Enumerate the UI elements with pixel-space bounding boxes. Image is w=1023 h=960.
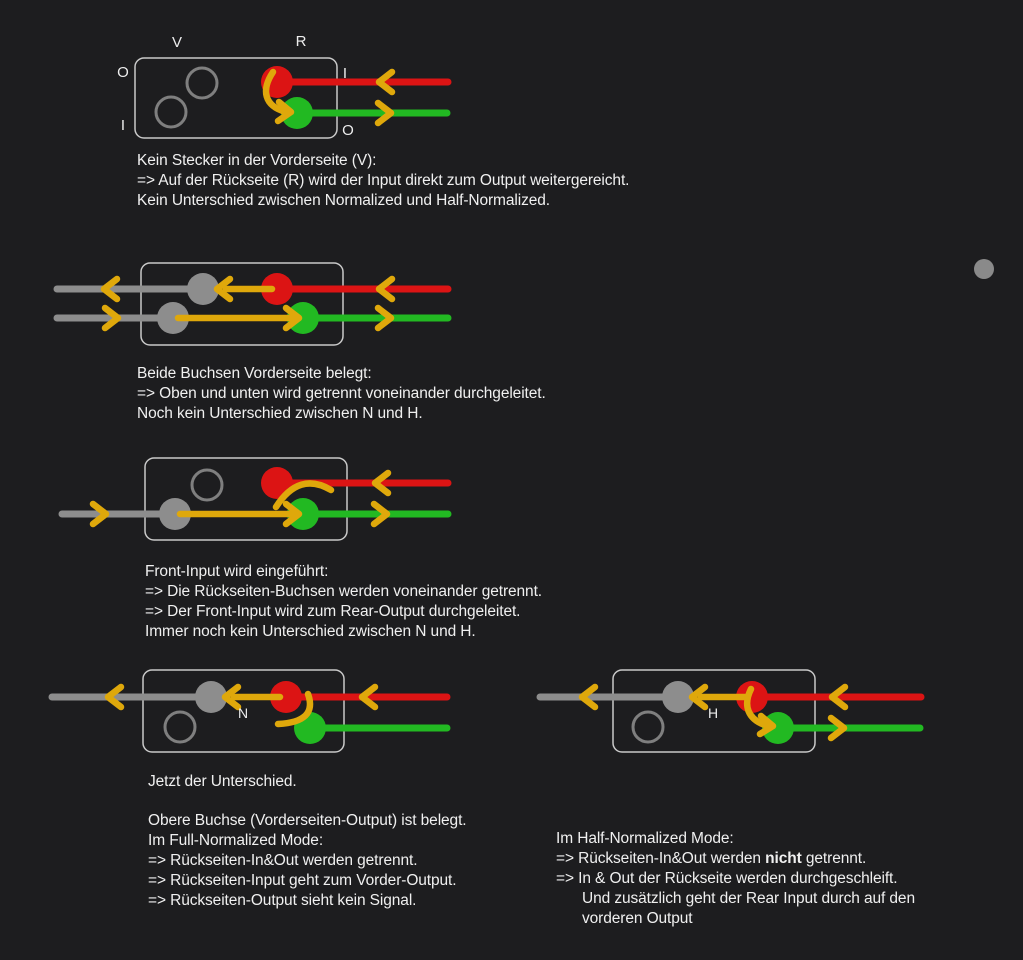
caption-line: => Rückseiten-In&Out werden getrennt.	[148, 852, 418, 869]
front-input-jack-empty	[633, 712, 663, 742]
caption-difference-intro	[148, 772, 297, 792]
caption-front-input-inserted	[145, 562, 542, 642]
caption-half-normalized	[556, 829, 915, 929]
caption-line	[556, 849, 915, 869]
diagram-both-front-plugged	[40, 250, 460, 360]
caption-line: => Rückseiten-Output sieht kein Signal.	[148, 892, 417, 909]
caption-fragment: getrennt.	[801, 850, 867, 867]
caption-line: => Oben und unten wird getrennt voneinander durchgeleitet.	[137, 385, 546, 402]
caption-bold-word: nicht	[765, 850, 802, 867]
rear-output-label: O	[342, 122, 354, 139]
front-output-label: O	[117, 64, 129, 81]
diagram-front-input-inserted	[40, 445, 460, 555]
caption-line: Und zusätzlich geht der Rear Input durch auf den	[582, 890, 915, 907]
front-output-jack-empty	[192, 470, 222, 500]
front-input-jack-empty	[165, 712, 195, 742]
caption-line: Im Full-Normalized Mode:	[148, 832, 324, 849]
front-input-jack-empty	[156, 97, 186, 127]
stray-gray-dot	[974, 259, 994, 279]
front-output-jack-empty	[187, 68, 217, 98]
diagram-no-front-plug	[40, 30, 460, 150]
caption-line: => Rückseiten-Input geht zum Vorder-Output.	[148, 872, 457, 889]
mode-label-h: H	[707, 705, 719, 721]
caption-line: Front-Input wird eingeführt:	[145, 563, 329, 580]
diagram-full-normalized	[40, 660, 460, 765]
caption-line: Noch kein Unterschied zwischen N und H.	[137, 405, 423, 422]
caption-line: => In & Out der Rückseite werden durchgeschleift.	[556, 870, 898, 887]
caption-line: Kein Stecker in der Vorderseite (V):	[137, 152, 377, 169]
caption-line: => Auf der Rückseite (R) wird der Input direkt zum Output weitergereicht.	[137, 172, 630, 189]
caption-full-normalized	[148, 811, 467, 911]
caption-line: Kein Unterschied zwischen Normalized und Half-Normalized.	[137, 192, 550, 209]
rear-side-label: R	[295, 33, 307, 50]
caption-line: Jetzt der Unterschied.	[148, 773, 297, 790]
caption-both-front-plugged	[137, 364, 546, 424]
mode-label-n: N	[237, 705, 249, 721]
caption-line: => Der Front-Input wird zum Rear-Output durchgeleitet.	[145, 603, 521, 620]
front-input-label: I	[120, 117, 126, 134]
caption-fragment: => Rückseiten-In&Out werden	[556, 850, 766, 867]
caption-line: vorderen Output	[582, 910, 693, 927]
diagram-half-normalized	[530, 660, 990, 765]
rear-input-label: I	[342, 65, 348, 82]
caption-line: => Die Rückseiten-Buchsen werden voneinander getrennt.	[145, 583, 542, 600]
caption-line: Obere Buchse (Vorderseiten-Output) ist belegt.	[148, 812, 467, 829]
caption-line: Im Half-Normalized Mode:	[556, 830, 734, 847]
caption-line: Beide Buchsen Vorderseite belegt:	[137, 365, 372, 382]
caption-no-front-plug	[137, 151, 629, 211]
front-side-label: V	[171, 34, 183, 51]
caption-line: Immer noch kein Unterschied zwischen N und H.	[145, 623, 476, 640]
